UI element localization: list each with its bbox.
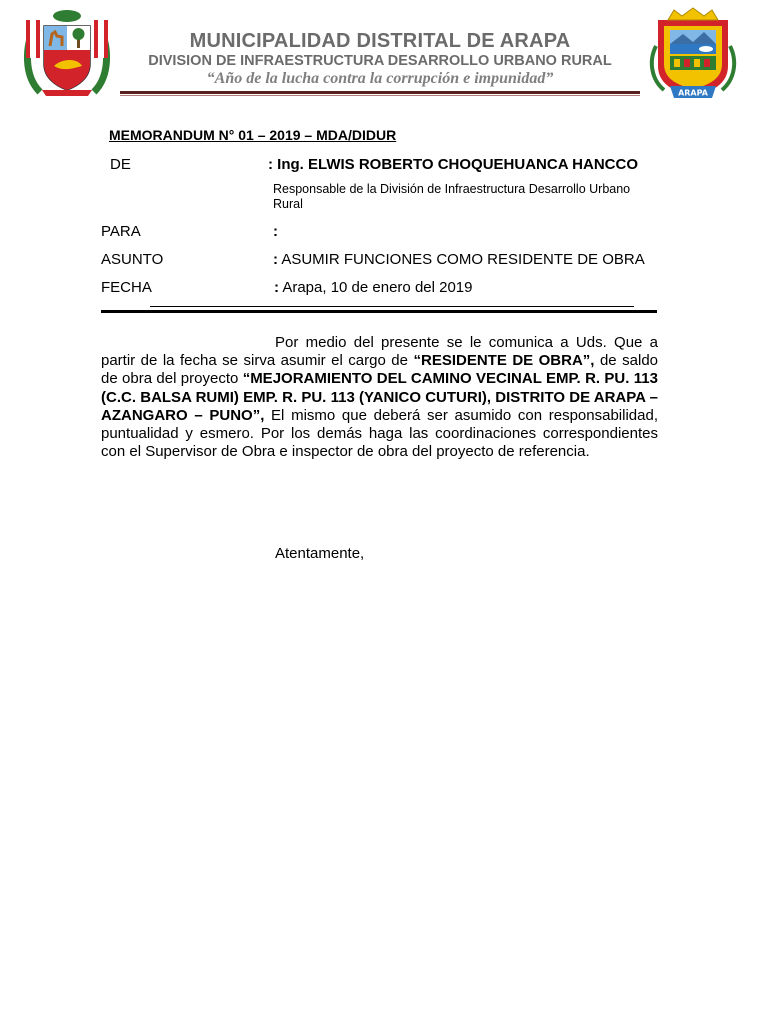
arapa-crest-label: ARAPA (678, 88, 708, 98)
fecha-colon: : (274, 279, 279, 296)
header-divider (120, 91, 640, 94)
memo-body (101, 334, 658, 461)
peru-coat-of-arms-icon (22, 6, 112, 98)
asunto-field (273, 251, 645, 268)
memo-divider (101, 310, 657, 313)
body-intro: Por medio del presente se le comunica a Uds. Que a partir de la fecha se sirva asumir el cargo de (101, 334, 658, 370)
header-divider-thin (120, 95, 640, 96)
header-motto: “Año de la lucha contra la corrupción e impunidad” (206, 70, 554, 87)
header-subtitle: DIVISION DE INFRAESTRUCTURA DESARROLLO URBANO RURAL (148, 53, 612, 69)
memo-divider-thin (150, 306, 634, 307)
fecha-value: Arapa, 10 de enero del 2019 (279, 279, 473, 296)
fecha-field (274, 279, 473, 296)
body-closing-sentence: El mismo que deberá ser asumido con responsabilidad, puntualidad y esmero. Por los demás haga las coordinaciones correspondientes con el Supervisor de Obra e inspector de obra del proyecto de referencia. (101, 406, 658, 461)
de-value: : Ing. ELWIS ROBERTO CHOQUEHUANCA HANCCO (268, 156, 638, 173)
para-value: : (273, 223, 278, 240)
arapa-coat-of-arms-icon (648, 6, 738, 100)
asunto-colon: : (273, 251, 278, 268)
closing-salutation: Atentamente, (275, 545, 365, 562)
de-label: DE (110, 156, 131, 173)
de-role: Responsable de la División de Infraestructura Desarrollo Urbano Rural (273, 182, 631, 211)
asunto-label: ASUNTO (101, 251, 164, 268)
fecha-label: FECHA (101, 279, 152, 296)
body-cargo: “RESIDENTE DE OBRA”, (413, 352, 595, 370)
asunto-value: ASUMIR FUNCIONES COMO RESIDENTE DE OBRA (278, 251, 645, 268)
header-title: MUNICIPALIDAD DISTRITAL DE ARAPA (189, 30, 571, 52)
body-proyecto: “MEJORAMIENTO DEL CAMINO VECINAL EMP. R. PU. 113 (C.C. BALSA RUMI) EMP. R. PU. 113 (YANICO CUTURI), DISTRITO DE ARAPA – AZANGARO – PUNO”, (101, 370, 658, 424)
body-saldo: de saldo de obra del proyecto (101, 352, 658, 388)
memo-title: MEMORANDUM N° 01 – 2019 – MDA/DIDUR (109, 127, 397, 143)
para-label: PARA (101, 223, 141, 240)
